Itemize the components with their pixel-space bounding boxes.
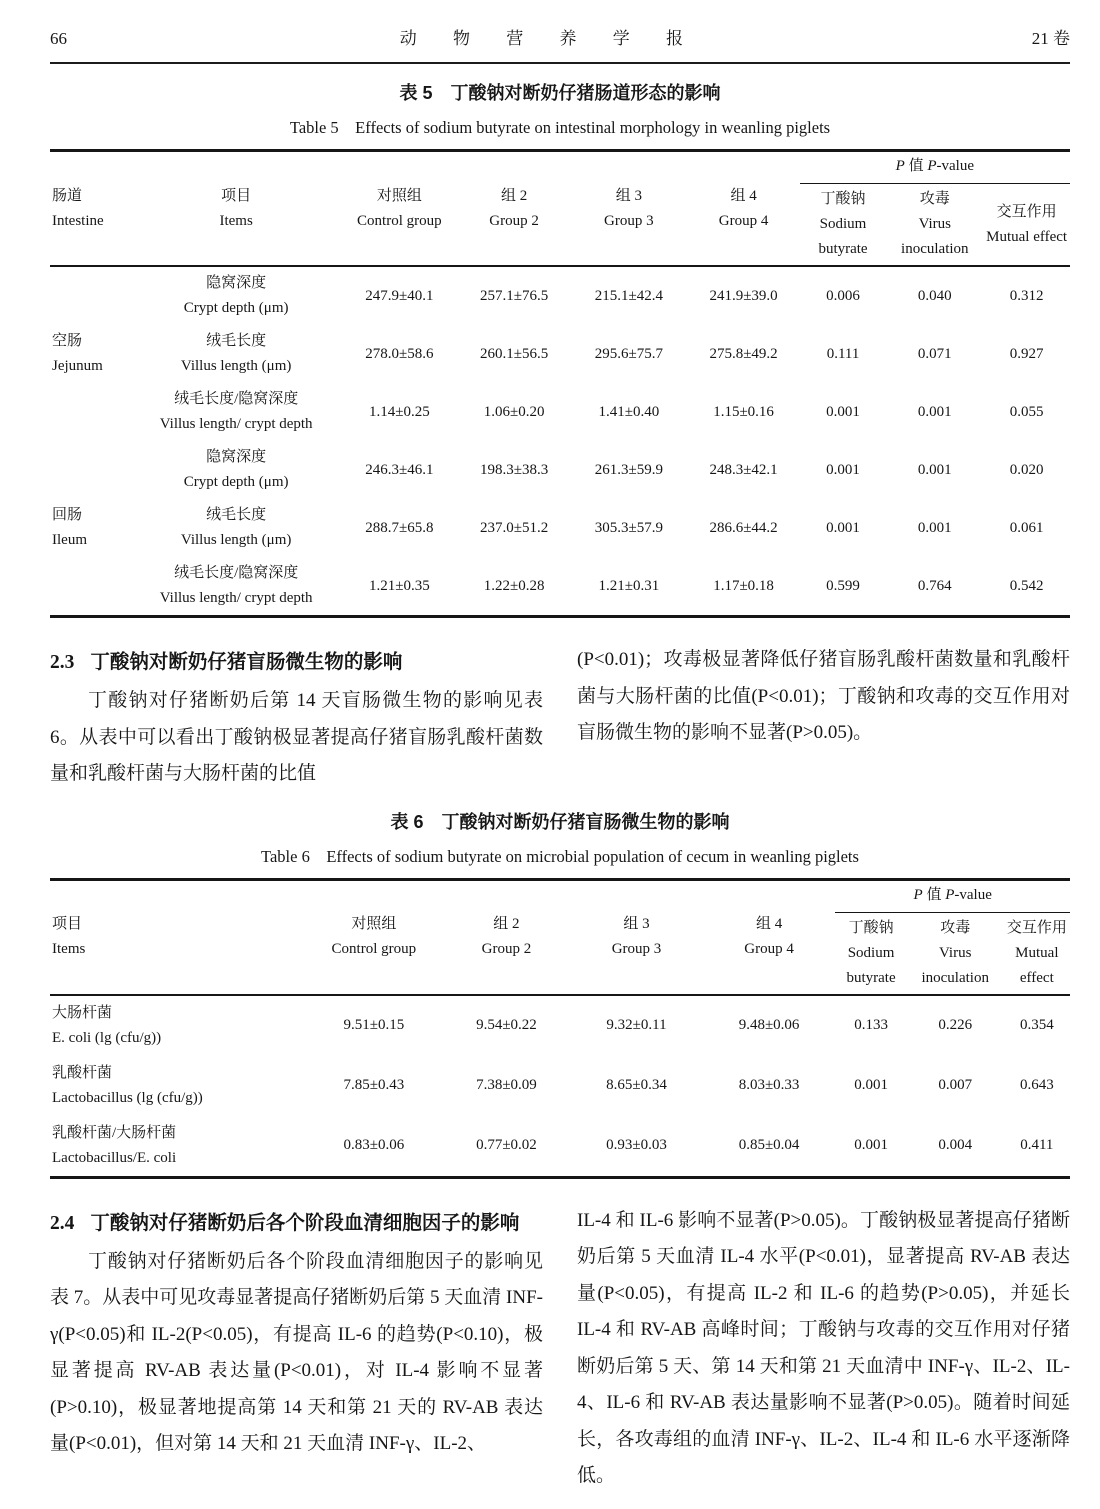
pvalue-zhi: 值 <box>904 158 928 174</box>
col-header-control <box>305 879 443 995</box>
pvalue-p: P <box>913 886 923 903</box>
header-zh: 攻毒 <box>919 191 950 207</box>
table-6 <box>50 878 1070 1179</box>
value-cell: 275.8±49.2 <box>709 345 778 362</box>
value-cell: 9.32±0.11 <box>606 1017 667 1033</box>
value-cell: 261.3±59.9 <box>594 461 663 478</box>
group-en: Jejunum <box>52 358 103 374</box>
item-en: Villus length (μm) <box>180 358 292 374</box>
header-zh: 交互作用 <box>1006 919 1067 936</box>
table-row <box>50 1056 1070 1116</box>
item-en: E. coli (lg (cfu/g)) <box>52 1029 162 1046</box>
pvalue-suffix: -value <box>954 886 992 903</box>
section-2-4 <box>50 1203 1070 1495</box>
table-6-caption <box>50 808 1070 867</box>
table-6-title-en: Table 6 Effects of sodium butyrate on microbial population of cecum in weanling piglets <box>261 846 859 866</box>
header-zh: 组 2 <box>500 187 528 204</box>
pvalue-cell: 0.001 <box>917 519 952 536</box>
header-en: Sodium butyrate <box>846 944 896 986</box>
value-cell: 8.65±0.34 <box>606 1077 667 1093</box>
header-zh: 交互作用 <box>996 203 1057 220</box>
value-cell: 1.21±0.31 <box>598 577 660 594</box>
pvalue-cell: 0.020 <box>1009 461 1044 478</box>
table-6-title-zh: 表 6 丁酸钠对断奶仔猪盲肠微生物的影响 <box>390 811 730 832</box>
pvalue-cell: 0.007 <box>938 1077 973 1093</box>
col-header-group3 <box>570 879 703 995</box>
item-en: Crypt depth (μm) <box>183 474 289 490</box>
section-2-3-paragraph-left: 丁酸钠对仔猪断奶后第 14 天盲肠微生物的影响见表 6。从表中可以看出丁酸钠极显著提高仔猪盲肠乳酸杆菌数量和乳酸杆菌与大肠杆菌的比值 <box>50 690 543 784</box>
pvalue-cell: 0.312 <box>1009 287 1044 304</box>
value-cell: 9.48±0.06 <box>738 1017 800 1033</box>
col-header-intestine <box>50 151 132 267</box>
header-en: Group 2 <box>489 212 539 229</box>
item-cell <box>132 557 341 617</box>
header-en: Items <box>52 941 86 957</box>
header-zh: 组 3 <box>615 187 642 204</box>
table-row <box>50 325 1070 383</box>
item-cell <box>132 325 341 383</box>
right-column <box>577 1203 1070 1495</box>
header-zh: 组 3 <box>623 916 650 932</box>
header-en: Items <box>219 212 253 229</box>
pvalue-suffix: -value <box>936 158 974 174</box>
pvalue-cell: 0.071 <box>917 345 952 362</box>
pvalue-cell: 0.354 <box>1019 1017 1054 1033</box>
value-cell: 288.7±65.8 <box>365 519 434 536</box>
value-cell: 260.1±56.5 <box>479 345 549 362</box>
col-header-virus-inoculation <box>907 912 1004 995</box>
col-header-control <box>341 151 458 267</box>
header-en: Group 3 <box>604 212 654 229</box>
pvalue-p: P <box>945 886 955 903</box>
section-title: 丁酸钠对断奶仔猪盲肠微生物的影响 <box>90 651 403 673</box>
header-en: Mutual effect <box>986 228 1068 245</box>
value-cell: 1.22±0.28 <box>483 577 545 594</box>
table-5-title-en: Table 5 Effects of sodium butyrate on intestinal morphology in weanling piglets <box>289 118 831 137</box>
header-zh: 对照组 <box>351 916 397 932</box>
value-cell: 0.77±0.02 <box>476 1137 537 1153</box>
pvalue-cell: 0.001 <box>826 461 860 478</box>
value-cell: 8.03±0.33 <box>738 1077 800 1093</box>
page-number: 66 <box>50 29 67 48</box>
col-header-mutual-effect <box>983 184 1070 267</box>
header-en: Mutual effect <box>1015 944 1059 986</box>
item-cell <box>132 499 341 557</box>
pvalue-cell: 0.599 <box>826 577 860 594</box>
pvalue-cell: 0.411 <box>1020 1137 1054 1153</box>
item-cell <box>132 383 341 441</box>
table-row <box>50 557 1070 617</box>
page-header <box>50 24 1070 64</box>
item-en: Lactobacillus (lg (cfu/g)) <box>52 1089 203 1106</box>
col-header-items <box>50 879 305 995</box>
table-row <box>50 499 1070 557</box>
col-header-items <box>132 151 341 267</box>
col-header-sodium-butyrate <box>800 184 887 267</box>
header-en: Control group <box>357 212 442 229</box>
pvalue-zhi: 值 <box>922 886 946 903</box>
value-cell: 247.9±40.1 <box>365 287 434 304</box>
header-en: Sodium butyrate <box>818 216 868 257</box>
header-en: Group 4 <box>718 212 769 229</box>
header-en: Virus inoculation <box>901 216 969 257</box>
pvalue-cell: 0.040 <box>917 287 952 304</box>
item-en: Villus length/ crypt depth <box>159 416 313 432</box>
header-zh: 丁酸钠 <box>848 919 894 936</box>
header-zh: 组 4 <box>755 916 783 932</box>
item-zh: 隐窝深度 <box>206 275 267 291</box>
item-en: Villus length (μm) <box>180 532 292 548</box>
value-cell: 1.21±0.35 <box>368 577 430 594</box>
pvalue-cell: 0.055 <box>1009 403 1044 420</box>
group-cell-jejunum <box>50 266 132 441</box>
table-row <box>50 441 1070 499</box>
pvalue-cell: 0.226 <box>938 1017 973 1033</box>
item-zh: 绒毛长度/隐窝深度 <box>174 391 299 407</box>
section-2-4-paragraph-left: 丁酸钠对仔猪断奶后各个阶段血清细胞因子的影响见表 7。从表中可见攻毒显著提高仔猪断奶后第 5 天血清 INF-γ(P<0.05)和 IL-2(P<0.05)，有提高 IL-6 的趋势(P<0.10)，极显著提高 RV-AB 表达量(P<0.01)，对 IL-4 影响不显著(P>0.10)，极显著地提高第 14 天和第 21 天的 RV-AB 表达量(P<0.01)，但对第 14 天和 21 天血清 INF-γ、IL-2、 <box>50 1250 543 1454</box>
value-cell: 241.9±39.0 <box>709 287 778 304</box>
col-header-virus-inoculation <box>886 184 983 267</box>
item-cell <box>50 1116 305 1178</box>
group-zh: 空肠 <box>52 333 83 349</box>
header-zh: 攻毒 <box>940 919 971 936</box>
table-row <box>50 383 1070 441</box>
col-header-group4 <box>703 879 836 995</box>
table-5-caption <box>50 79 1070 138</box>
item-cell <box>50 1056 305 1116</box>
pvalue-cell: 0.927 <box>1009 345 1044 362</box>
section-number: 2.3 <box>50 652 75 673</box>
item-zh: 绒毛长度 <box>206 507 267 523</box>
col-header-group2 <box>458 151 570 267</box>
right-column <box>577 642 1070 793</box>
item-cell <box>50 995 305 1056</box>
col-header-pvalue-group <box>835 879 1070 912</box>
header-zh: 对照组 <box>376 187 422 204</box>
section-2-3 <box>50 642 1070 793</box>
value-cell: 305.3±57.9 <box>594 519 663 536</box>
value-cell: 0.93±0.03 <box>606 1137 667 1153</box>
col-header-sodium-butyrate <box>835 912 906 995</box>
value-cell: 1.41±0.40 <box>598 403 660 420</box>
value-cell: 215.1±42.4 <box>594 287 663 304</box>
value-cell: 0.85±0.04 <box>738 1137 800 1153</box>
value-cell: 257.1±76.5 <box>479 287 549 304</box>
item-zh: 乳酸杆菌/大肠杆菌 <box>52 1124 177 1141</box>
value-cell: 1.17±0.18 <box>713 577 774 594</box>
value-cell: 1.15±0.16 <box>713 403 774 420</box>
value-cell: 9.51±0.15 <box>343 1017 405 1033</box>
header-en: Group 3 <box>611 941 662 957</box>
section-title: 丁酸钠对仔猪断奶后各个阶段血清细胞因子的影响 <box>90 1211 520 1234</box>
pvalue-cell: 0.001 <box>826 403 860 420</box>
header-zh: 项目 <box>221 187 252 204</box>
table-row <box>50 266 1070 325</box>
value-cell: 1.06±0.20 <box>483 403 545 420</box>
pvalue-cell: 0.001 <box>854 1077 888 1093</box>
col-header-group3 <box>570 151 687 267</box>
table-5-title-zh: 表 5 丁酸钠对断奶仔猪肠道形态的影响 <box>399 83 721 103</box>
col-header-group2 <box>443 879 571 995</box>
value-cell: 246.3±46.1 <box>365 461 434 478</box>
section-2-3-paragraph-right: (P<0.01)；攻毒极显著降低仔猪盲肠乳酸杆菌数量和乳酸杆菌与大肠杆菌的比值(P<0.01)；丁酸钠和攻毒的交互作用对盲肠微生物的影响不显著(P>0.05)。 <box>577 649 1070 743</box>
value-cell: 278.0±58.6 <box>365 345 434 362</box>
table-row <box>50 1116 1070 1178</box>
header-zh: 肠道 <box>52 187 83 204</box>
left-column <box>50 642 543 793</box>
item-zh: 绒毛长度 <box>206 333 267 349</box>
header-en: Group 4 <box>744 941 794 957</box>
value-cell: 286.6±44.2 <box>709 519 778 536</box>
value-cell: 9.54±0.22 <box>476 1017 537 1033</box>
volume-label: 21 卷 <box>1031 29 1070 48</box>
group-en: Ileum <box>52 532 87 548</box>
table-row <box>50 995 1070 1056</box>
value-cell: 295.6±75.7 <box>594 345 663 362</box>
value-cell: 1.14±0.25 <box>368 403 430 420</box>
pvalue-cell: 0.111 <box>826 345 860 362</box>
header-en: Group 2 <box>481 941 532 957</box>
group-cell-ileum <box>50 441 132 617</box>
pvalue-cell: 0.764 <box>917 577 952 594</box>
header-en: Intestine <box>52 212 104 229</box>
header-zh: 组 4 <box>730 187 757 204</box>
pvalue-cell: 0.001 <box>854 1137 888 1153</box>
header-zh: 丁酸钠 <box>820 191 866 207</box>
pvalue-cell: 0.133 <box>854 1017 888 1033</box>
left-column <box>50 1203 543 1495</box>
section-2-4-heading <box>50 1203 543 1244</box>
value-cell: 248.3±42.1 <box>709 461 778 478</box>
pvalue-cell: 0.001 <box>917 461 952 478</box>
item-zh: 大肠杆菌 <box>52 1004 113 1021</box>
pvalue-cell: 0.001 <box>917 403 952 420</box>
group-zh: 回肠 <box>52 507 83 523</box>
pvalue-cell: 0.006 <box>826 287 860 304</box>
item-cell <box>132 441 341 499</box>
item-zh: 绒毛长度/隐窝深度 <box>174 565 299 581</box>
pvalue-cell: 0.643 <box>1019 1077 1054 1093</box>
item-en: Villus length/ crypt depth <box>159 590 313 606</box>
item-zh: 隐窝深度 <box>206 449 267 465</box>
pvalue-cell: 0.004 <box>938 1137 973 1153</box>
pvalue-p: P <box>927 158 937 174</box>
header-en: Control group <box>331 941 417 957</box>
value-cell: 198.3±38.3 <box>479 461 549 478</box>
col-header-group4 <box>687 151 799 267</box>
pvalue-cell: 0.061 <box>1009 519 1044 536</box>
item-en: Lactobacillus/E. coli <box>52 1149 177 1166</box>
table-5 <box>50 149 1070 618</box>
value-cell: 237.0±51.2 <box>479 519 549 536</box>
col-header-pvalue-group <box>800 151 1070 184</box>
header-zh: 组 2 <box>493 916 520 932</box>
pvalue-p: P <box>895 158 905 174</box>
journal-title: 动 物 营 养 学 报 <box>399 29 699 48</box>
pvalue-cell: 0.542 <box>1009 577 1044 594</box>
header-en: Virus inoculation <box>921 944 989 986</box>
item-zh: 乳酸杆菌 <box>52 1064 113 1081</box>
pvalue-cell: 0.001 <box>826 519 860 536</box>
header-zh: 项目 <box>52 916 83 932</box>
section-2-4-paragraph-right: IL-4 和 IL-6 影响不显著(P>0.05)。丁酸钠极显著提高仔猪断奶后第 5 天血清 IL-4 水平(P<0.01)，显著提高 RV-AB 表达量(P<0.05)，有提高 IL-2 和 IL-6 的趋势(P>0.05)，并延长 IL-4 和 RV-AB 高峰时间；丁酸钠与攻毒的交互作用对仔猪断奶后第 5 天、第 14 天和第 21 天血清中 INF-γ、IL-2、IL-4、IL-6 和 RV-AB 表达量影响不显著(P>0.05)。随着时间延长，各攻毒组的血清 INF-γ、IL-2、IL-4 和 IL-6 水平逐渐降低。 <box>577 1209 1070 1486</box>
value-cell: 0.83±0.06 <box>343 1137 405 1153</box>
value-cell: 7.38±0.09 <box>476 1077 537 1093</box>
section-2-3-heading <box>50 642 543 683</box>
item-en: Crypt depth (μm) <box>183 300 289 316</box>
item-cell <box>132 266 341 325</box>
value-cell: 7.85±0.43 <box>343 1077 405 1093</box>
section-number: 2.4 <box>50 1212 75 1234</box>
col-header-mutual-effect <box>1004 912 1070 995</box>
